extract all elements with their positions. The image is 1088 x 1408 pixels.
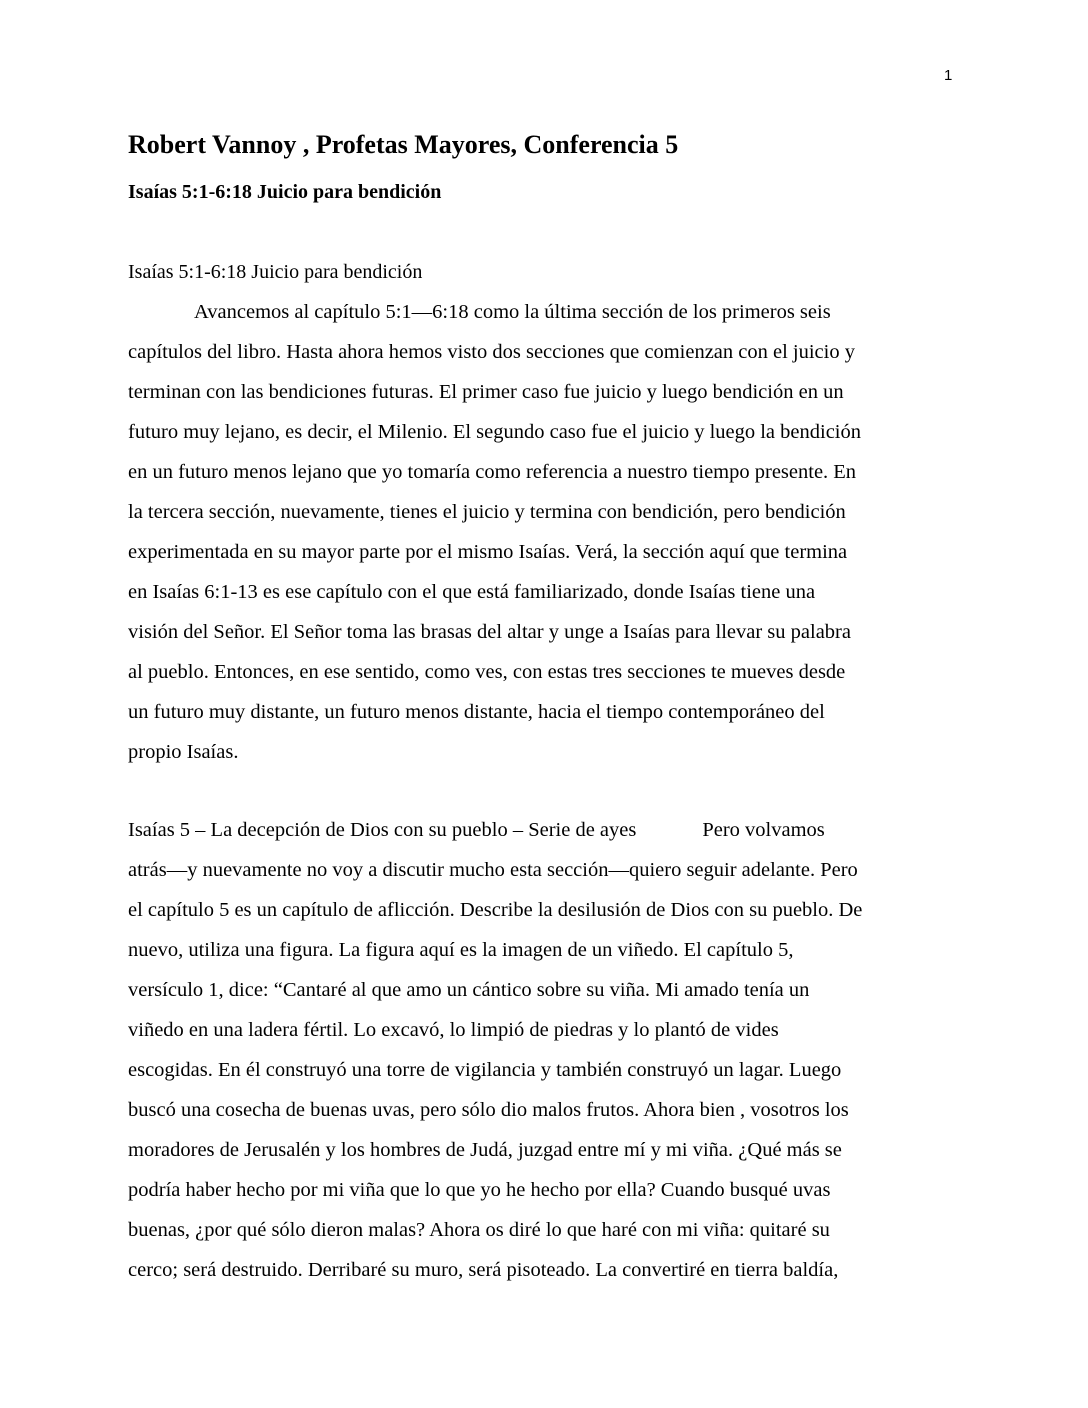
paragraph-line: viñedo en una ladera fértil. Lo excavó, lo limpió de piedras y lo plantó de vides bbox=[128, 1019, 779, 1041]
paragraph-line: en Isaías 6:1-13 es ese capítulo con el que está familiarizado, donde Isaías tiene una bbox=[128, 581, 816, 603]
paragraph-line: terminan con las bendiciones futuras. El primer caso fue juicio y luego bendición en un bbox=[128, 381, 844, 403]
document-title: Robert Vannoy , Profetas Mayores, Conferencia 5 bbox=[128, 130, 679, 159]
paragraph-line: propio Isaías. bbox=[128, 741, 239, 763]
paragraph-line: un futuro muy distante, un futuro menos distante, hacia el tiempo contemporáneo del bbox=[128, 701, 825, 723]
paragraph-line: al pueblo. Entonces, en ese sentido, como ves, con estas tres secciones te mueves desde bbox=[128, 661, 846, 683]
paragraph-line: buenas, ¿por qué sólo dieron malas? Ahora os diré lo que haré con mi viña: quitaré su bbox=[128, 1219, 830, 1241]
paragraph-line: visión del Señor. El Señor toma las brasas del altar y unge a Isaías para llevar su palabra bbox=[128, 621, 851, 643]
paragraph-line: nuevo, utiliza una figura. La figura aquí es la imagen de un viñedo. El capítulo 5, bbox=[128, 939, 794, 961]
paragraph-line: escogidas. En él construyó una torre de vigilancia y también construyó un lagar. Luego bbox=[128, 1059, 842, 1081]
paragraph-line: la tercera sección, nuevamente, tienes el juicio y termina con bendición, pero bendición bbox=[128, 501, 846, 523]
paragraph-line: podría haber hecho por mi viña que lo que yo he hecho por ella? Cuando busqué uvas bbox=[128, 1179, 831, 1201]
paragraph-line: versículo 1, dice: “Cantaré al que amo un cántico sobre su viña. Mi amado tenía un bbox=[128, 979, 810, 1001]
paragraph-line: el capítulo 5 es un capítulo de aflicción. Describe la desilusión de Dios con su pueblo. De bbox=[128, 899, 863, 921]
page-number: 1 bbox=[944, 67, 953, 84]
paragraph-line-text: Pero volvamos bbox=[702, 819, 825, 841]
paragraph-line: experimentada en su mayor parte por el mismo Isaías. Verá, la sección aquí que termina bbox=[128, 541, 848, 563]
paragraph-line: buscó una cosecha de buenas uvas, pero sólo dio malos frutos. Ahora bien , vosotros los bbox=[128, 1099, 849, 1121]
paragraph-line: moradores de Jerusalén y los hombres de Judá, juzgad entre mí y mi viña. ¿Qué más se bbox=[128, 1139, 842, 1161]
paragraph-line: cerco; será destruido. Derribaré su muro, será pisoteado. La convertiré en tierra baldía, bbox=[128, 1259, 839, 1281]
paragraph-line: futuro muy lejano, es decir, el Milenio. El segundo caso fue el juicio y luego la bendición bbox=[128, 421, 861, 443]
paragraph-line bbox=[128, 298, 831, 326]
paragraph-line: capítulos del libro. Hasta ahora hemos visto dos secciones que comienzan con el juicio y bbox=[128, 341, 855, 363]
section-heading: Isaías 5:1-6:18 Juicio para bendición bbox=[128, 261, 423, 283]
document-subtitle: Isaías 5:1-6:18 Juicio para bendición bbox=[128, 181, 442, 203]
paragraph-line: en un futuro menos lejano que yo tomaría como referencia a nuestro tiempo presente. En bbox=[128, 461, 857, 483]
paragraph-line-text: Avancemos al capítulo 5:1—6:18 como la última sección de los primeros seis bbox=[194, 301, 831, 323]
inline-section-heading: Isaías 5 – La decepción de Dios con su pueblo – Serie de ayes bbox=[128, 819, 637, 841]
paragraph-line: atrás—y nuevamente no voy a discutir mucho esta sección—quiero seguir adelante. Pero bbox=[128, 859, 858, 881]
paragraph-line bbox=[128, 816, 825, 844]
